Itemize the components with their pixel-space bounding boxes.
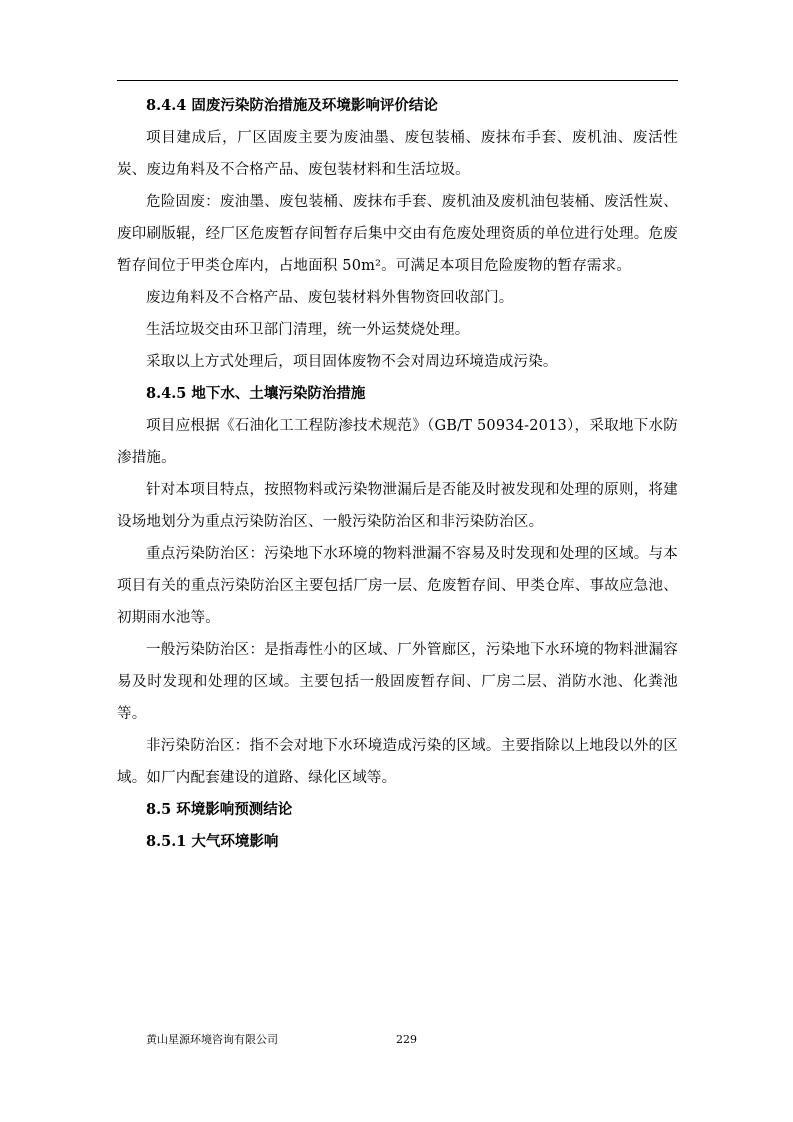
paragraph: 针对本项目特点，按照物料或污染物泄漏后是否能及时被发现和处理的原则，将建设场地划分为重点污染防治区、一般污染防治区和非污染防治区。 [117,482,678,530]
paragraph: 项目应根据《石油化工工程防渗技术规范》（GB/T 50934-2013），采取地下水防渗措施。 [117,418,678,466]
section-heading-8-5-1: 8.5.1 大气环境影响 [146,833,279,850]
footer-company-name: 黄山星源环境咨询有限公司 [146,1033,278,1046]
paragraph: 一般污染防治区：是指毒性小的区域、厂外管廊区，污染地下水环境的物料泄漏容易及时发现和处理的区域。主要包括一般固废暂存间、厂房二层、消防水池、化粪池等。 [117,642,678,722]
paragraph: 生活垃圾交由环卫部门清理，统一外运焚烧处理。 [146,322,470,338]
document-body [117,90,678,858]
header-rule [117,80,678,81]
paragraph: 废边角料及不合格产品、废包装材料外售物资回收部门。 [146,290,514,306]
section-heading-8-5: 8.5 环境影响预测结论 [146,801,293,818]
section-heading-8-4-4: 8.4.4 固废污染防治措施及环境影响评价结论 [146,97,438,114]
paragraph: 采取以上方式处理后，项目固体废物不会对周边环境造成污染。 [146,354,558,370]
paragraph: 非污染防治区：指不会对地下水环境造成污染的区域。主要指除以上地段以外的区域。如厂内配套建设的道路、绿化区域等。 [117,738,678,786]
paragraph: 项目建成后，厂区固废主要为废油墨、废包装桶、废抹布手套、废机油、废活性炭、废边角料及不合格产品、废包装材料和生活垃圾。 [117,130,678,178]
footer-page-number: 229 [396,1033,417,1046]
paragraph: 重点污染防治区：污染地下水环境的物料泄漏不容易及时发现和处理的区域。与本项目有关的重点污染防治区主要包括厂房一层、危废暂存间、甲类仓库、事故应急池、初期雨水池等。 [117,546,678,626]
paragraph: 危险固废：废油墨、废包装桶、废抹布手套、废机油及废机油包装桶、废活性炭、废印刷版辊，经厂区危废暂存间暂存后集中交由有危废处理资质的单位进行处理。危废暂存间位于甲类仓库内，占地面积 50m²。可满足本项目危险废物的暂存需求。 [117,194,678,274]
section-heading-8-4-5: 8.4.5 地下水、土壤污染防治措施 [146,385,366,402]
